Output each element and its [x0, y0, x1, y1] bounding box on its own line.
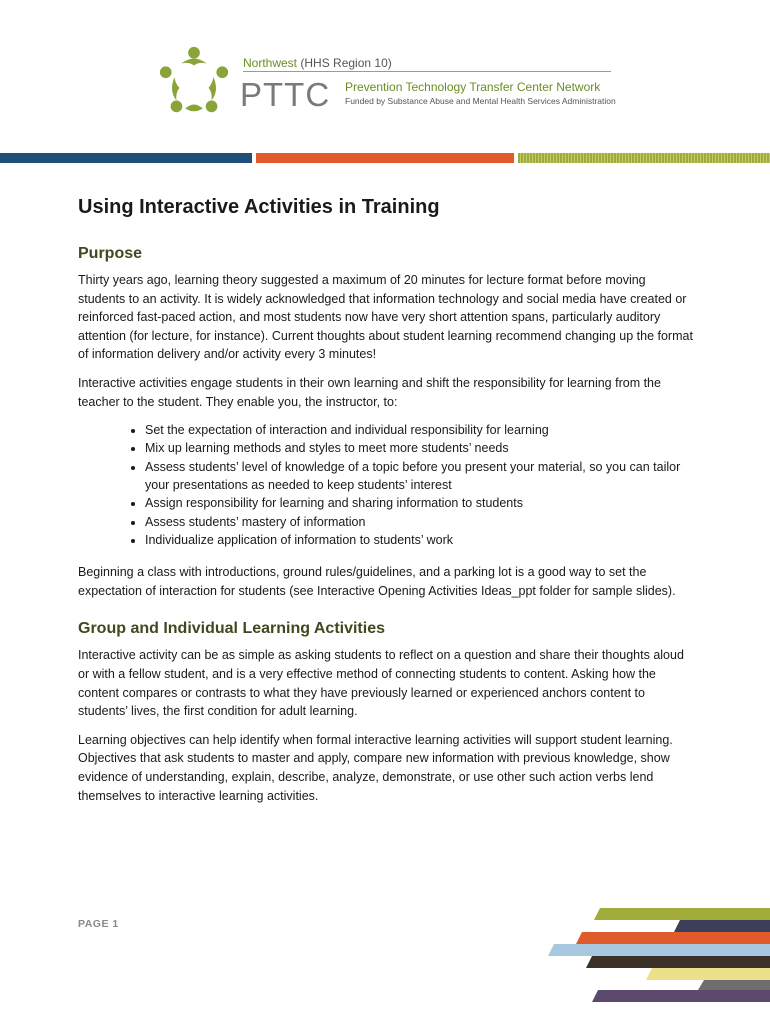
header-bar-orange: [256, 153, 514, 163]
stripe: [592, 990, 770, 1002]
section-heading-purpose: Purpose: [78, 245, 143, 262]
list-item: • Assign responsibility for learning and sharing information to students: [145, 494, 693, 512]
bullet-list: [78, 421, 693, 549]
stripe: [594, 908, 770, 920]
pttc-logo-icon: [155, 44, 233, 122]
paragraph: Interactive activity can be as simple as asking students to reflect on a question and share their thoughts aloud or with a fellow student, and is a very effective method of connecting students to content. Asking how the content compares or contrasts to what they have previously learned or experienced anchors content to students’ lives, the first condition for adult learning.: [78, 648, 684, 719]
network-name: Prevention Technology Transfer Center Network: [345, 80, 601, 94]
region-line: [243, 56, 392, 70]
page-number: PAGE 1: [78, 918, 119, 930]
list-item: • Mix up learning methods and styles to meet more students’ needs: [145, 439, 693, 457]
brand-wordmark: PTTC: [240, 76, 331, 113]
paragraph: Thirty years ago, learning theory suggested a maximum of 20 minutes for lecture format before moving students to an activity. It is widely acknowledged that information technology and social media have created or reinforced fast-paced action, and most students now have very short attention spans, particularly auditory attention (for lecture, for instance). Current thoughts about student learning recommend changing up the format of information delivery and/or activity every 3 minutes!: [78, 273, 693, 362]
stripe: [548, 944, 770, 956]
list-item: • Assess students’ mastery of information: [145, 513, 693, 531]
header-bar-green: [518, 153, 770, 163]
decorative-stripes: [540, 900, 770, 1010]
section-heading-group-learning: Group and Individual Learning Activities: [78, 620, 385, 638]
list-item: • Assess students’ level of knowledge of a topic before you present your material, so you can tailor your presentations as needed to keep students’ interest: [145, 458, 693, 495]
document-header: [0, 0, 770, 150]
funded-by: Funded by Substance Abuse and Mental Health Services Administration: [345, 96, 616, 106]
region-detail: (HHS Region 10): [300, 56, 392, 70]
stripe: [646, 968, 770, 980]
document-title: Using Interactive Activities in Training: [78, 196, 440, 218]
stripe: [586, 956, 770, 968]
stripe: [674, 920, 770, 932]
header-rule: [243, 71, 611, 72]
stripe: [698, 980, 770, 990]
region-name: Northwest: [243, 56, 298, 70]
paragraph: Beginning a class with introductions, ground rules/guidelines, and a parking lot is a good way to set the expectation of interaction for students (see Interactive Opening Activities Ideas_ppt folder for sample slides).: [78, 565, 676, 598]
list-item: • Individualize application of information to students’ work: [145, 531, 693, 549]
list-item: • Set the expectation of interaction and individual responsibility for learning: [145, 421, 693, 439]
header-bar-blue: [0, 153, 252, 163]
paragraph: Learning objectives can help identify when formal interactive learning activities will support student learning. Objectives that ask students to master and apply, compare new information with previous knowledge, show evidence of understanding, explain, describe, analyze, demonstrate, or use other such action verbs lend themselves to interactive learning activities.: [78, 732, 673, 803]
paragraph: Interactive activities engage students in their own learning and shift the responsibility for learning from the teacher to the student. They enable you, the instructor, to:: [78, 375, 661, 409]
stripe: [576, 932, 770, 944]
document-body: [78, 196, 693, 815]
